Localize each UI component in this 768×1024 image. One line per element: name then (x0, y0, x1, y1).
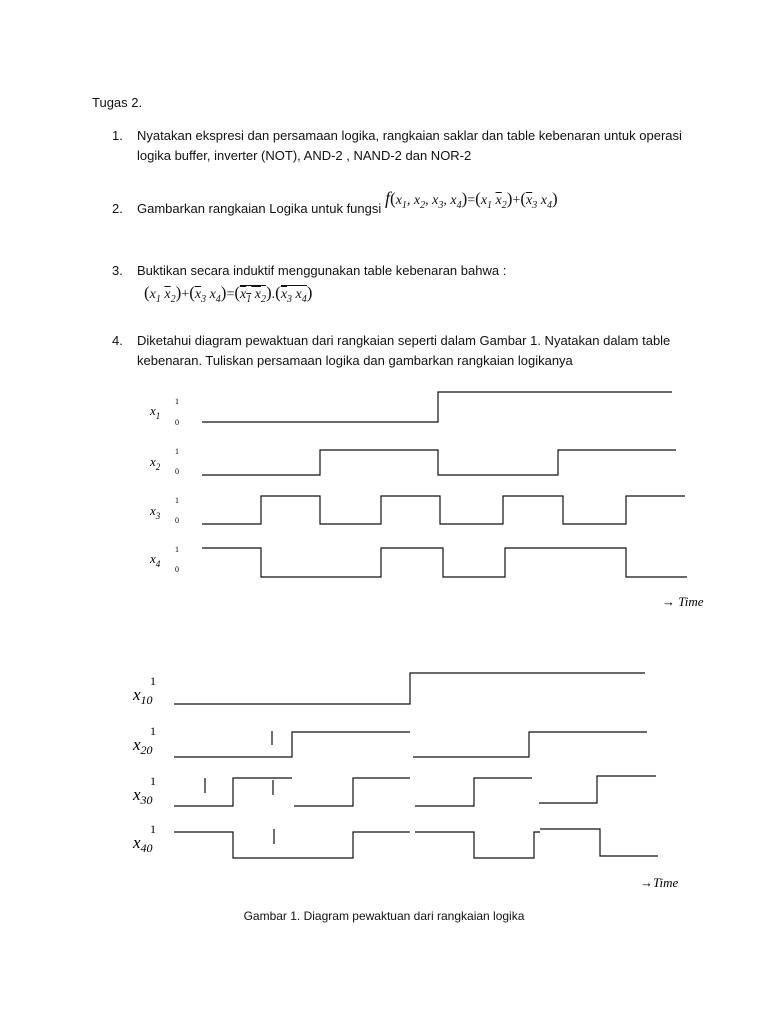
timing-diagram-2 (174, 673, 658, 858)
x3-hand-waveform (174, 778, 292, 806)
x4-level-0: 0 (175, 565, 179, 574)
signal-x1-label: $x_1$ (150, 403, 161, 421)
signal-x1-hand-label: $x_10$ (133, 685, 153, 707)
x2-hand-level-1: 1 (150, 724, 156, 738)
formula-2: $f(x_1$, $x_2$, $x_3$, $x_4)=(x_1$ $\overline{x}_2)+(\overline{x}_3$ $x_4$) (385, 188, 558, 211)
signal-x3-label: $x_3$ (150, 503, 161, 521)
x4-hand-waveform-b (415, 832, 540, 858)
question-2-text: Gambarkan rangkaian Logika untuk fungsi (137, 201, 382, 216)
x1-waveform (202, 392, 672, 422)
x3-hand-waveform-b (294, 778, 410, 806)
question-1-text: Nyatakan ekspresi dan persamaan logika, rangkaian saklar dan table kebenaran untuk operasi logika buffer, inverter (NOT), AND-2 , NAND-2 dan NOR-2 (137, 128, 682, 163)
signal-x4-hand-label: $x_40$ (133, 833, 153, 855)
x4-waveform (202, 548, 687, 577)
x1-hand-waveform (174, 673, 645, 704)
question-4-number: 4. (112, 333, 123, 348)
x2-hand-waveform-b (413, 732, 647, 757)
x3-level-0: 0 (175, 516, 179, 525)
x1-level-1: 1 (175, 397, 179, 406)
x2-level-1: 1 (175, 447, 179, 456)
figure-caption: Gambar 1. Diagram pewaktuan dari rangkaian logika (243, 909, 525, 923)
time-axis-label-1: → Time (662, 594, 704, 609)
x3-level-1: 1 (175, 496, 179, 505)
x4-hand-level-1: 1 (150, 822, 156, 836)
x4-level-1: 1 (175, 545, 179, 554)
formula-3: ($x_1$ $\overline{x}_2)+(\overline{x}_3$ $x_4)=(x_1$ $x_2).(\overline{x}_3$ $x_4$) (144, 283, 313, 305)
x2-waveform (202, 450, 676, 475)
x3-hand-level-1: 1 (150, 774, 156, 788)
x2-hand-waveform (174, 732, 410, 757)
x2-level-0: 0 (175, 467, 179, 476)
assignment-title: Tugas 2. (92, 95, 143, 110)
x4-hand-waveform (174, 832, 410, 858)
signal-x4-label: $x_4$ (150, 551, 161, 569)
question-2-number: 2. (112, 201, 123, 216)
x3-hand-waveform-d (539, 776, 656, 803)
question-3-text: Buktikan secara induktif menggunakan table kebenaran bahwa : (137, 263, 507, 278)
question-1-number: 1. (112, 128, 123, 143)
x4-hand-waveform-c (540, 829, 658, 856)
x1-hand-level-1: 1 (150, 674, 156, 688)
time-axis-label-2: →Time (640, 875, 679, 890)
x3-waveform (202, 496, 685, 524)
signal-x2-hand-label: $x_20$ (133, 735, 153, 757)
x3-hand-waveform-c (415, 778, 532, 806)
question-3-number: 3. (112, 263, 123, 278)
signal-x2-label: $x_2$ (150, 454, 161, 472)
question-4-text: Diketahui diagram pewaktuan dari rangkaian seperti dalam Gambar 1. Nyatakan dalam table kebenaran. Tuliskan persamaan logika dan gambarkan rangkaian logikanya (137, 333, 671, 368)
signal-x3-hand-label: $x_30$ (133, 785, 153, 807)
x1-level-0: 0 (175, 418, 179, 427)
